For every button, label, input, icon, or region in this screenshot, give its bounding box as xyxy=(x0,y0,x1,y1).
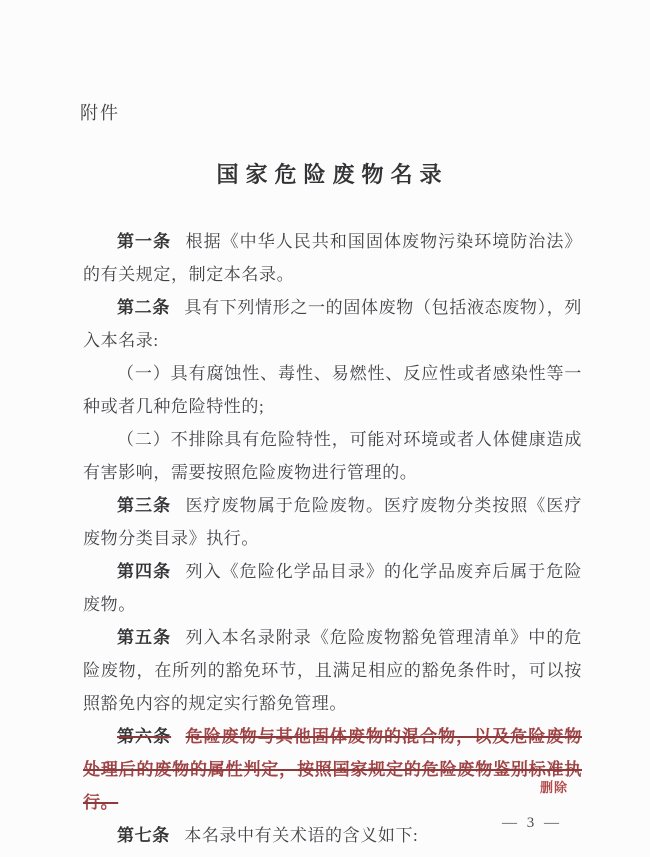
article-6-heading: 第六条 xyxy=(117,727,172,746)
article-3-text: 医疗废物属于危险废物。医疗废物分类按照《医疗废物分类目录》执行。 xyxy=(83,496,582,548)
article-2-item-1 xyxy=(83,357,582,423)
article-7-heading: 第七条 xyxy=(117,826,170,845)
article-2-text: 具有下列情形之一的固体废物（包括液态废物），列入本名录: xyxy=(83,298,582,350)
article-2-item-2 xyxy=(83,423,582,489)
document-body xyxy=(83,225,582,852)
article-2-item-1-text: （一）具有腐蚀性、毒性、易燃性、反应性或者感染性等一种或者几种危险特性的; xyxy=(83,364,582,416)
article-2-heading: 第二条 xyxy=(117,298,170,317)
article-7-text: 本名录中有关术语的含义如下: xyxy=(184,826,419,845)
document-title: 国家危险废物名录 xyxy=(216,162,449,187)
article-4-heading: 第四条 xyxy=(117,562,172,581)
article-6-text: 危险废物与其他固体废物的混合物，以及危险废物处理后的废物的属性判定，按照国家规定的危险废物鉴别标准执行。 xyxy=(83,727,582,812)
page-number: — 3 — xyxy=(502,815,562,831)
article-1-paragraph xyxy=(83,225,582,291)
article-4-text: 列入《危险化学品目录》的化学品废弃后属于危险废物。 xyxy=(83,562,582,614)
article-3-paragraph xyxy=(83,489,582,555)
article-2-item-2-text: （二）不排除具有危险特性，可能对环境或者人体健康造成有害影响，需要按照危险废物进行管理的。 xyxy=(83,430,582,482)
article-4-paragraph xyxy=(83,555,582,621)
strikethrough-text xyxy=(83,727,582,812)
article-3-heading: 第三条 xyxy=(117,496,172,515)
article-2-paragraph xyxy=(83,291,582,357)
article-5-text: 列入本名录附录《危险废物豁免管理清单》中的危险废物，在所列的豁免环节，且满足相应的豁免条件时，可以按照豁免内容的规定实行豁免管理。 xyxy=(83,628,582,713)
article-5-heading: 第五条 xyxy=(117,628,172,647)
article-6-paragraph-deleted xyxy=(83,720,582,819)
article-1-heading: 第一条 xyxy=(117,232,172,251)
attachment-label: 附件 xyxy=(80,103,120,123)
article-1-text: 根据《中华人民共和国固体废物污染环境防治法》的有关规定，制定本名录。 xyxy=(83,232,582,284)
delete-annotation: 删除 xyxy=(539,780,568,795)
article-5-paragraph xyxy=(83,621,582,720)
